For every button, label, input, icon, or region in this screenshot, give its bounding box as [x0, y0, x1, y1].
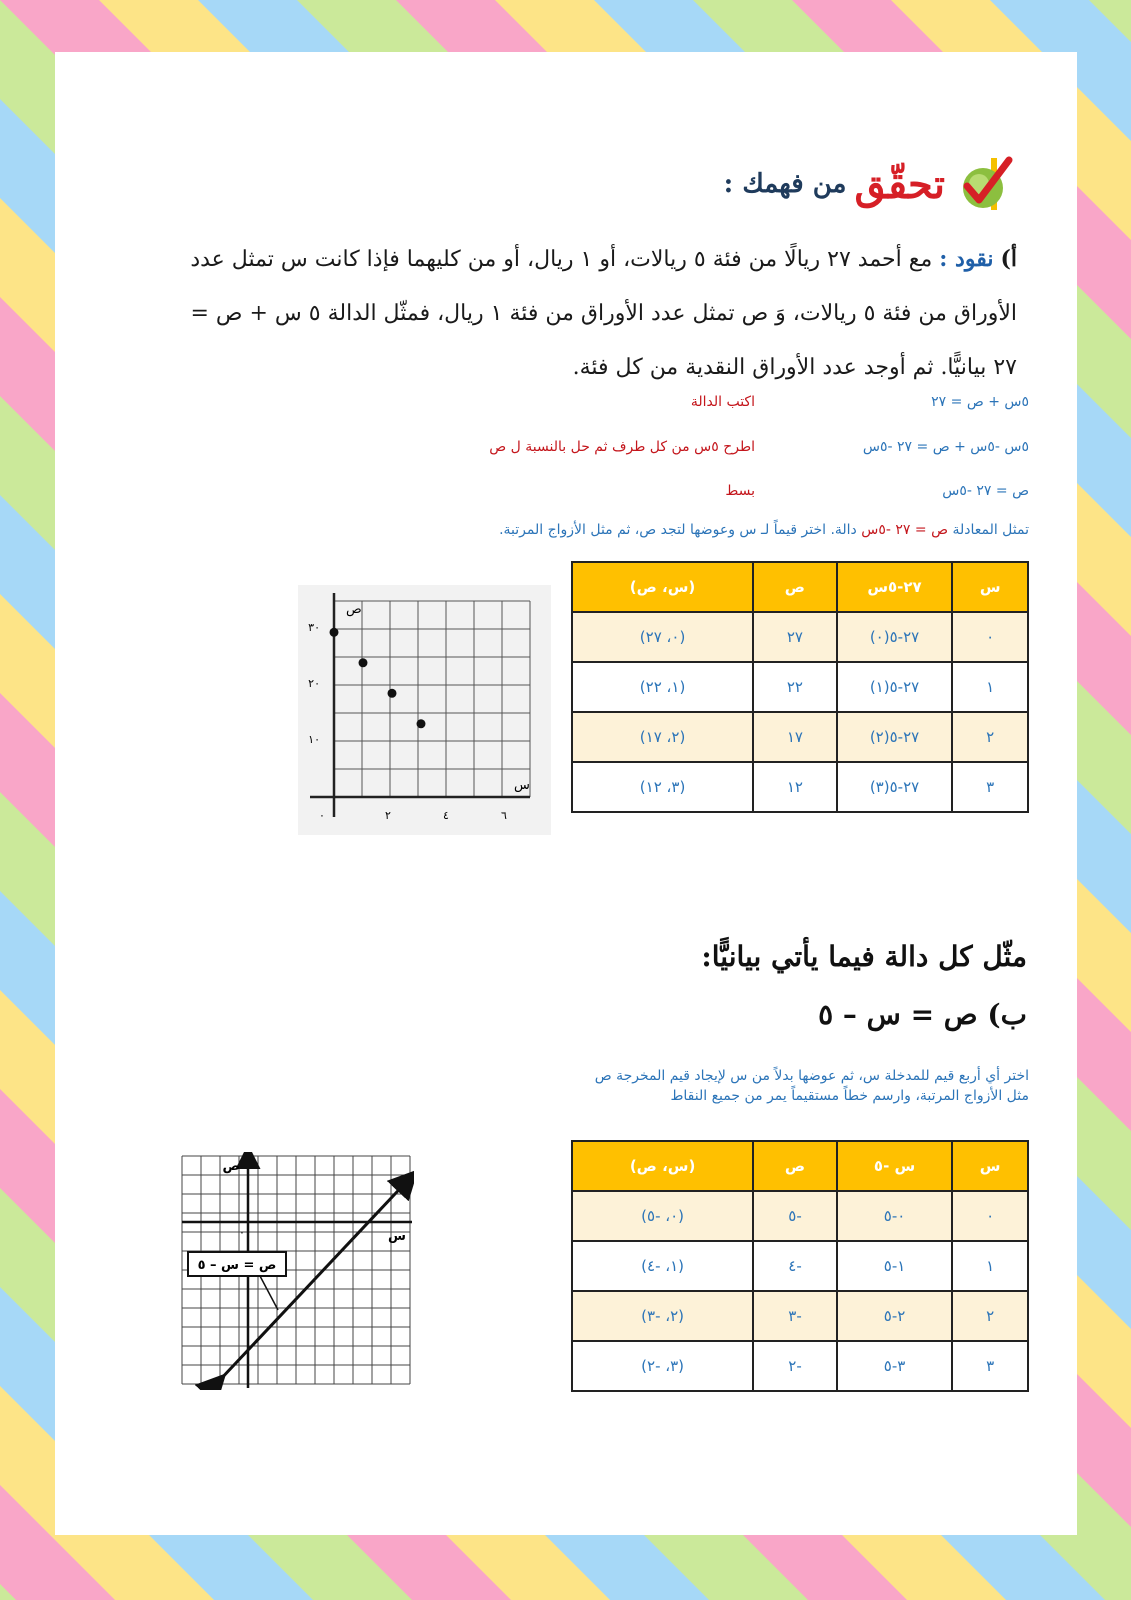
- table-b: [571, 1140, 1029, 1392]
- table-header: ص: [753, 562, 837, 612]
- step-1-explanation: اكتب الدالة: [690, 394, 755, 410]
- graph-b: [180, 1152, 414, 1390]
- table-a-header-row: [572, 562, 1028, 612]
- table-cell: ١٧: [753, 712, 837, 762]
- table-row: [572, 762, 1028, 812]
- table-cell: (٢، -٣): [572, 1291, 753, 1341]
- table-cell: (٠، -٥): [572, 1191, 753, 1241]
- table-cell: (٣، -٢): [572, 1341, 753, 1391]
- table-row: [572, 1241, 1028, 1291]
- section-b-equation: ص = س – ٥: [818, 998, 978, 1031]
- table-header: س: [952, 1141, 1028, 1191]
- table-header: س: [952, 562, 1028, 612]
- table-cell: ٣: [952, 1341, 1028, 1391]
- table-header: (س، ص): [572, 1141, 753, 1191]
- table-cell: (٣، ١٢): [572, 762, 753, 812]
- origin-label: ٠: [239, 1226, 245, 1239]
- problem-a-text: مع أحمد ٢٧ ريالًا من فئة ٥ ريالات، أو ١ ريال، أو من كليهما فإذا كانت س تمثل عدد الأوراق من فئة ٥ ريالات، وَ ص تمثل عدد الأوراق من فئة ١ ريال، فمثّل الدالة ٥ س + ص = ٢٧ بيانيًّا. ثم أوجد عدد الأوراق النقدية من كل فئة.: [190, 247, 1017, 380]
- table-cell: ١-٥: [837, 1241, 952, 1291]
- table-row: [572, 1341, 1028, 1391]
- table-cell: ٠: [952, 1191, 1028, 1241]
- y-tick-label: ٢٠: [308, 677, 320, 690]
- x-axis-label: س: [388, 1229, 406, 1244]
- table-cell: ٢٧-٥(٠): [837, 612, 953, 662]
- plotted-point: [417, 719, 426, 728]
- x-axis-label: س: [514, 778, 530, 793]
- section-b-title: مثّل كل دالة فيما يأتي بيانيًّا:: [701, 940, 1027, 973]
- table-row: [572, 612, 1028, 662]
- plotted-point: [388, 689, 397, 698]
- table-header: ٢٧-٥س: [837, 562, 953, 612]
- step-2-equation: ٥س -٥س + ص = ٢٧ -٥س: [862, 439, 1029, 455]
- table-cell: ٠: [952, 612, 1028, 662]
- heading-subtitle: من فهمك :: [723, 169, 847, 199]
- instruction-a-equation: ص = ٢٧ -٥س: [861, 522, 948, 538]
- table-row: [572, 712, 1028, 762]
- step-3-equation: ص = ٢٧ -٥س: [942, 483, 1029, 499]
- step-3-explanation: بسط: [725, 483, 755, 499]
- line-label: ص = س – ٥: [197, 1258, 277, 1273]
- table-cell: ٢٧-٥(٣): [837, 762, 953, 812]
- heading-title: تحقّق: [854, 160, 945, 208]
- problem-a: [187, 232, 1017, 395]
- instruction-a-part1: تمثل المعادلة: [952, 522, 1029, 538]
- plotted-point: [359, 658, 368, 667]
- table-cell: (١، ٢٢): [572, 662, 753, 712]
- y-axis-label: ص: [346, 602, 362, 617]
- table-cell: ٢: [952, 712, 1028, 762]
- table-header: ص: [753, 1141, 837, 1191]
- table-b-header-row: [572, 1141, 1028, 1191]
- table-a: [571, 561, 1029, 813]
- table-row: [572, 1291, 1028, 1341]
- problem-a-label: أ): [1000, 246, 1017, 272]
- table-cell: (٢، ١٧): [572, 712, 753, 762]
- x-tick-label: ٤: [443, 809, 449, 822]
- step-2-explanation: اطرح ٥س من كل طرف ثم حل بالنسبة ل ص: [489, 439, 755, 455]
- x-tick-label: ٦: [501, 809, 507, 822]
- y-axis-label: ص: [222, 1159, 240, 1174]
- x-tick-label: ٠: [319, 809, 325, 822]
- instruction-b: [595, 1066, 1029, 1106]
- table-header: س -٥: [837, 1141, 952, 1191]
- plotted-point: [330, 628, 339, 637]
- table-cell: -٥: [753, 1191, 837, 1241]
- y-tick-label: ٣٠: [308, 621, 320, 634]
- instruction-a: [499, 522, 1029, 538]
- table-cell: (٠، ٢٧): [572, 612, 753, 662]
- check-understanding-heading: [724, 152, 1017, 216]
- table-cell: ٢٧: [753, 612, 837, 662]
- worksheet-page: [55, 52, 1077, 1535]
- table-row: [572, 662, 1028, 712]
- table-cell: ٢٧-٥(١): [837, 662, 953, 712]
- problem-a-keyword: نقود :: [939, 246, 994, 272]
- table-cell: ٠-٥: [837, 1191, 952, 1241]
- table-cell: ٣: [952, 762, 1028, 812]
- table-cell: -٢: [753, 1341, 837, 1391]
- section-b-label: ب): [987, 998, 1027, 1031]
- table-cell: ٢-٥: [837, 1291, 952, 1341]
- table-row: [572, 1191, 1028, 1241]
- table-cell: ٢٢: [753, 662, 837, 712]
- table-cell: ١: [952, 1241, 1028, 1291]
- section-b-problem: [818, 998, 1027, 1031]
- table-cell: ٢: [952, 1291, 1028, 1341]
- table-cell: ١٢: [753, 762, 837, 812]
- step-1-equation: ٥س + ص = ٢٧: [931, 394, 1029, 410]
- instruction-b-line2: مثل الأزواج المرتبة، وارسم خطاً مستقيماً يمر من جميع النقاط: [670, 1088, 1029, 1104]
- graph-a: [298, 585, 551, 835]
- table-cell: ٣-٥: [837, 1341, 952, 1391]
- checkmark-icon: [953, 152, 1017, 216]
- table-cell: -٤: [753, 1241, 837, 1291]
- instruction-b-line1: اختر أي أربع قيم للمدخلة س، ثم عوضها بدلاً من س لإيجاد قيم المخرجة ص: [594, 1068, 1029, 1084]
- table-cell: -٣: [753, 1291, 837, 1341]
- table-header: (س، ص): [572, 562, 753, 612]
- table-cell: ١: [952, 662, 1028, 712]
- table-cell: (١، -٤): [572, 1241, 753, 1291]
- x-tick-label: ٢: [385, 809, 391, 822]
- table-cell: ٢٧-٥(٢): [837, 712, 953, 762]
- y-tick-label: ١٠: [308, 733, 320, 746]
- instruction-a-part2: دالة. اختر قيماً لـ س وعوضها لتجد ص، ثم مثل الأزواج المرتبة.: [499, 522, 857, 538]
